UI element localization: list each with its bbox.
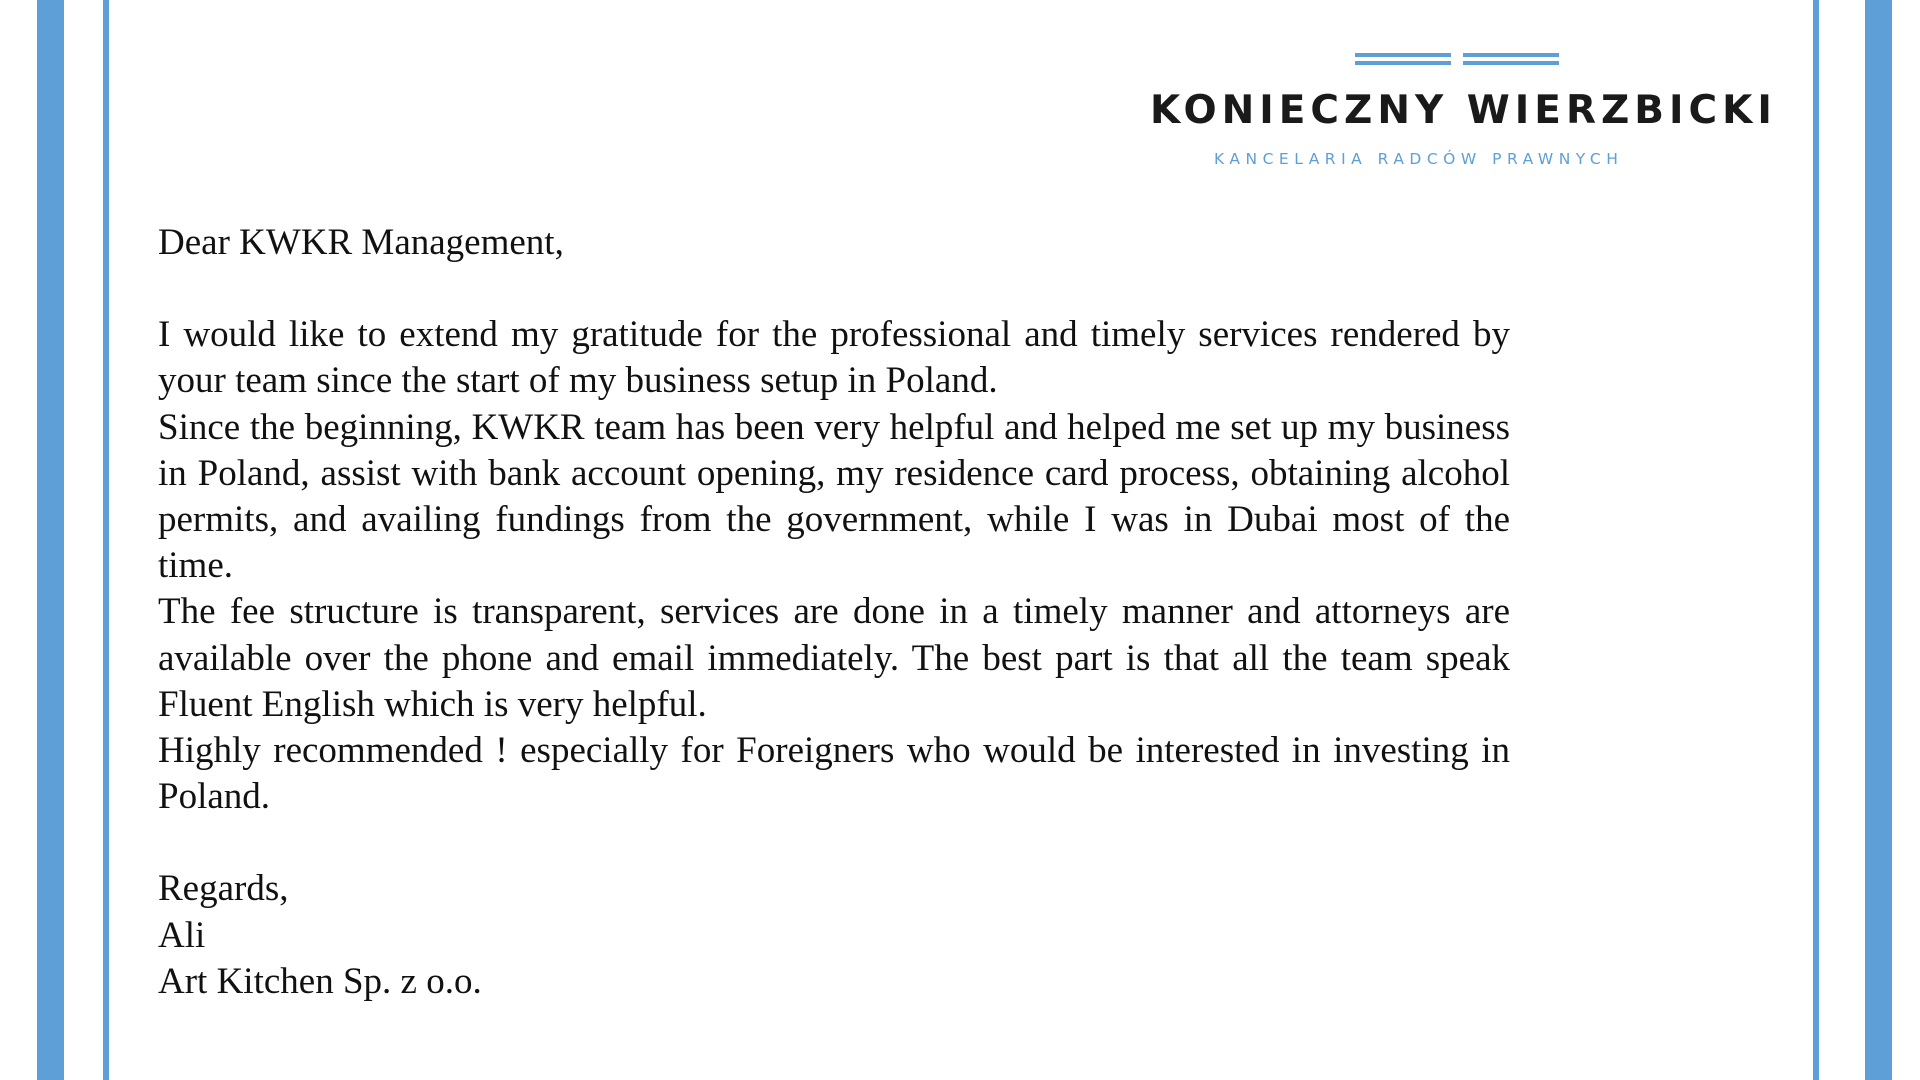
- letter-paragraph: I would like to extend my gratitude for the professional and timely services rendered by your team since the start of my business setup in Poland.: [158, 314, 1510, 402]
- left-outer-border: [37, 0, 64, 1080]
- company-logo: [1150, 50, 1780, 170]
- logo-double-lines-icon: [1350, 50, 1570, 70]
- right-outer-border: [1865, 0, 1892, 1080]
- right-inner-border: [1813, 0, 1819, 1080]
- letter-greeting: Dear KWKR Management,: [158, 222, 564, 263]
- letter-closing: Regards,: [158, 868, 289, 910]
- signature-company: Art Kitchen Sp. z o.o.: [158, 960, 482, 1002]
- letter-paragraph: Since the beginning, KWKR team has been very helpful and helped me set up my business in Poland, assist with bank account opening, my residence card process, obtaining alcohol permits, and availing fundings from the government, while I was in Dubai most of the time.: [158, 406, 1510, 587]
- logo-subtitle: KANCELARIA RADCÓW PRAWNYCH: [1214, 150, 1624, 168]
- signature-name: Ali: [158, 914, 206, 956]
- left-inner-border: [103, 0, 109, 1080]
- letter-paragraph: Highly recommended ! especially for Foreigners who would be interested in investing in Poland.: [158, 730, 1510, 818]
- letter-closing-block: [158, 866, 1510, 1005]
- logo-name: KONIECZNY WIERZBICKI: [1150, 88, 1777, 133]
- letter-body: [158, 220, 1510, 1005]
- letter-paragraph: The fee structure is transparent, services are done in a timely manner and attorneys are available over the phone and email immediately. The best part is that all the team speak Fluent English which is very helpful.: [158, 591, 1510, 725]
